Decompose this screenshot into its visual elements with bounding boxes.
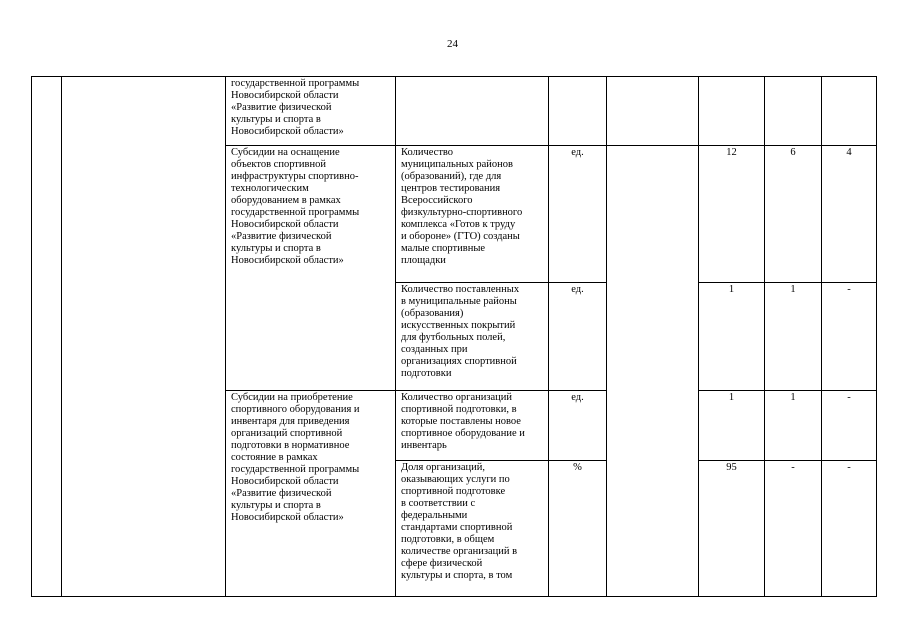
value-cell: 12: [699, 146, 765, 283]
value-cell: [765, 77, 822, 146]
event-cell: Субсидии на оснащение объектов спортивной инфраструктуры спортивно- технологическим оборудованием в рамках государственной программы Новосибирской области «Развитие физической культуры и спорта в Новосибирской области»: [226, 146, 396, 391]
value-cell: 1: [699, 391, 765, 461]
unit-cell: ед.: [549, 391, 607, 461]
empty-col-6: [607, 77, 699, 146]
indicator-cell: Количество муниципальных районов (образований), где для центров тестирования Всероссийского физкультурно-спортивного комплекса «Готов к труду и обороне» (ГТО) созданы малые спортивные площадки: [396, 146, 549, 283]
unit-cell: ед.: [549, 283, 607, 391]
indicator-cell: Доля организаций, оказывающих услуги по спортивной подготовке в соответствии с федеральными стандартами спортивной подготовки, в общем количестве организаций в сфере физической культуры и спорта, в том: [396, 461, 549, 597]
value-cell: 95: [699, 461, 765, 597]
empty-col-1: [32, 77, 62, 597]
value-cell: -: [822, 391, 877, 461]
program-table: [31, 76, 877, 597]
value-cell: -: [765, 461, 822, 597]
value-cell: 1: [765, 283, 822, 391]
value-cell: 1: [699, 283, 765, 391]
event-cell: Субсидии на приобретение спортивного оборудования и инвентаря для приведения организаций спортивной подготовки в нормативное состояние в рамках государственной программы Новосибирской области «Развитие физической культуры и спорта в Новосибирской области»: [226, 391, 396, 597]
page-number: 24: [447, 38, 458, 50]
value-cell: [699, 77, 765, 146]
empty-col-6-merged: [607, 146, 699, 597]
indicator-cell: [396, 77, 549, 146]
value-cell: 6: [765, 146, 822, 283]
unit-cell: %: [549, 461, 607, 597]
value-cell: [822, 77, 877, 146]
unit-cell: ед.: [549, 146, 607, 283]
value-cell: -: [822, 283, 877, 391]
indicator-cell: Количество поставленных в муниципальные районы (образования) искусственных покрытий для футбольных полей, созданных при организациях спортивной подготовки: [396, 283, 549, 391]
value-cell: 4: [822, 146, 877, 283]
value-cell: -: [822, 461, 877, 597]
event-cell: государственной программы Новосибирской области «Развитие физической культуры и спорта в Новосибирской области»: [226, 77, 396, 146]
indicator-cell: Количество организаций спортивной подготовки, в которые поставлены новое спортивное оборудование и инвентарь: [396, 391, 549, 461]
value-cell: 1: [765, 391, 822, 461]
table-row: [32, 77, 877, 146]
unit-cell: [549, 77, 607, 146]
empty-col-2: [62, 77, 226, 597]
